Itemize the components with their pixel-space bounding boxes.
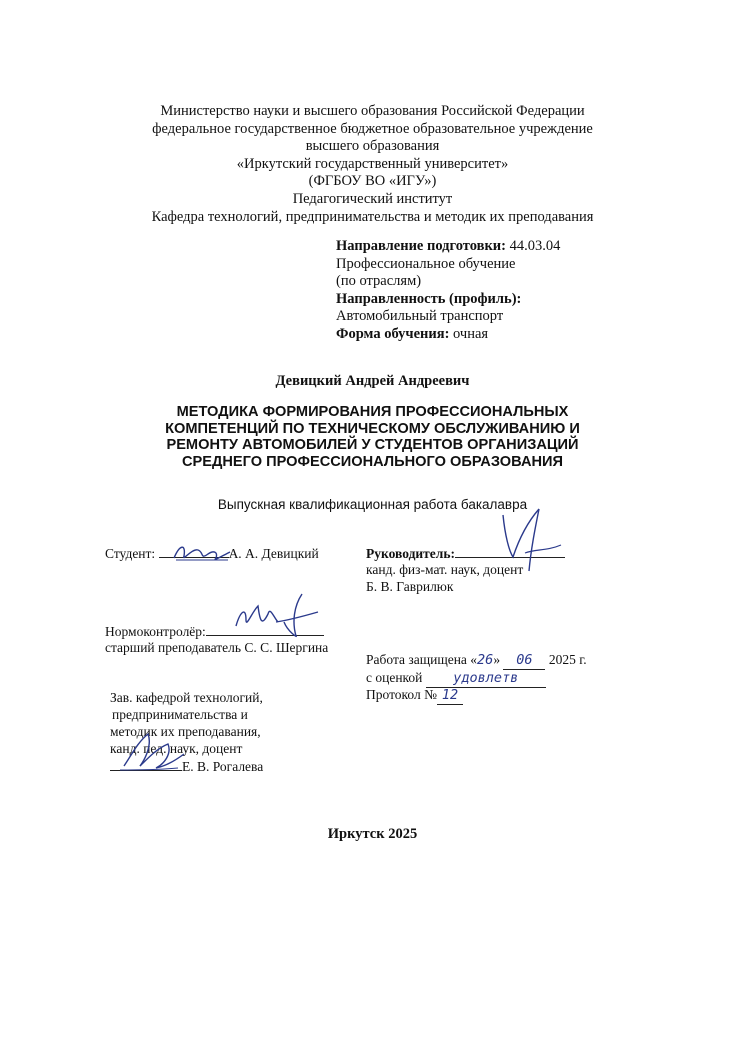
protocol-row — [366, 686, 463, 705]
head-signature — [118, 726, 188, 776]
defense-day: 26 — [477, 652, 494, 668]
normcontrol-label: Нормоконтролёр: — [105, 624, 206, 639]
city-year: Иркутск 2025 — [327, 826, 418, 842]
title-line: МЕТОДИКА ФОРМИРОВАНИЯ ПРОФЕССИОНАЛЬНЫХ — [176, 404, 569, 420]
direction-block — [336, 238, 560, 344]
header-line: Кафедра технологий, предпринимательства и методик их преподавания — [151, 208, 594, 225]
form-value: очная — [453, 325, 489, 342]
direction-code: 44.03.04 — [509, 238, 561, 254]
normcontrol-position: старший преподаватель С. С. Шергина — [105, 640, 329, 655]
supervisor-degree: канд. физ-мат. наук, доцент — [366, 562, 524, 577]
institution-header — [0, 103, 745, 226]
protocol-label: Протокол № — [366, 687, 437, 702]
defense-month: 06 — [503, 652, 545, 670]
supervisor-name: Б. В. Гаврилюк — [366, 579, 454, 594]
defense-row — [366, 651, 587, 670]
header-line: Педагогический институт — [292, 190, 453, 207]
profile-label: Направленность (профиль): — [336, 290, 522, 307]
header-line: «Иркутский государственный университет» — [236, 155, 509, 172]
student-signature — [172, 540, 232, 566]
work-type: Выпускная квалификационная работа бакалавра — [217, 497, 528, 512]
student-name: А. А. Девицкий — [228, 546, 319, 561]
author-name: Девицкий Андрей Андреевич — [275, 373, 470, 389]
header-line: федеральное государственное бюджетное образовательное учреждение — [152, 120, 593, 137]
title-line: КОМПЕТЕНЦИЙ ПО ТЕХНИЧЕСКОМУ ОБСЛУЖИВАНИЮ И — [165, 420, 580, 437]
head-name: Е. В. Рогалева — [182, 759, 264, 774]
head-line3: методик их преподавания, — [110, 724, 261, 739]
grade-value: удовлетв — [426, 670, 546, 688]
grade-label: с оценкой — [366, 670, 423, 685]
direction-name: Профессиональное обучение — [336, 255, 516, 272]
protocol-number: 12 — [437, 687, 463, 705]
head-line2: предпринимательства и — [112, 707, 248, 722]
title-line: СРЕДНЕГО ПРОФЕССИОНАЛЬНОГО ОБРАЗОВАНИЯ — [181, 453, 564, 470]
thesis-title — [0, 404, 745, 470]
profile-value: Автомобильный транспорт — [336, 308, 504, 325]
direction-label: Направление подготовки: — [336, 238, 506, 254]
defense-mid: » — [493, 652, 501, 667]
defense-year: 2025 г. — [548, 652, 587, 667]
title-line: РЕМОНТУ АВТОМОБИЛЕЙ У СТУДЕНТОВ ОРГАНИЗАЦИЙ — [166, 437, 579, 453]
supervisor-signature — [495, 505, 565, 575]
direction-name-2: (по отраслям) — [336, 273, 422, 290]
header-line: (ФГБОУ ВО «ИГУ») — [308, 173, 437, 190]
head-line1: Зав. кафедрой технологий, — [110, 690, 263, 705]
header-line: высшего образования — [305, 138, 440, 155]
student-label: Студент: — [105, 546, 156, 561]
form-label: Форма обучения: — [336, 325, 450, 342]
defense-prefix: Работа защищена « — [366, 652, 478, 667]
supervisor-label: Руководитель: — [366, 546, 456, 561]
head-line4: канд. пед. наук, доцент — [110, 741, 243, 756]
normcontrol-signature — [232, 592, 322, 640]
header-line: Министерство науки и высшего образования Российской Федерации — [160, 103, 585, 119]
